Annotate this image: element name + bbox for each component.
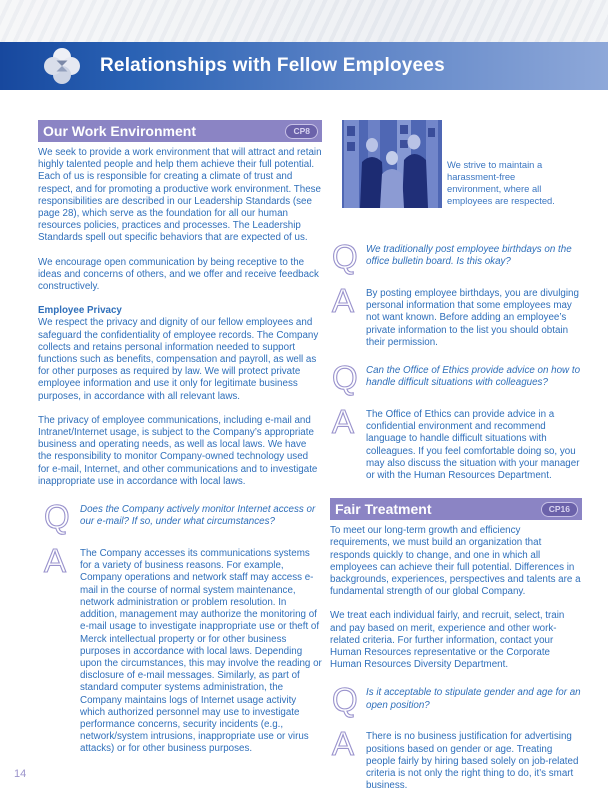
question-text: Is it acceptable to stipulate gender and age for an open position? [366, 687, 581, 711]
question-text: Does the Company actively monitor Internet access or our e-mail? If so, under what circumstances? [80, 504, 316, 528]
question-row [330, 238, 582, 275]
q-glyph: Q [332, 238, 358, 275]
section-title: Our Work Environment [43, 123, 196, 139]
answer-row [330, 282, 582, 349]
q-glyph: Q [332, 681, 358, 719]
answer-row [330, 725, 582, 792]
answer-text: There is no business justification for advertising positions based on gender or age. Treating people fairly by hiring based solely on job-related criteria is not only the right thing to do, it’s smart business. [366, 731, 579, 792]
answer-row [330, 403, 582, 482]
a-glyph: A [44, 542, 67, 580]
paragraph: We seek to provide a work environment that will attract and retain highly talented people and help them achieve their full potential. Each of us is responsible for creating a climate of trust and respect, and for promoting a productive work environment. These responsibilities are described in our Leadership Standards (see page 28), which serve as the foundation for all our human resources policies, practices and processes. The Leadership Standards spell out specific behaviors that are expected of us. [38, 147, 322, 244]
question-row [330, 359, 582, 397]
answer-text: The Company accesses its communications systems for a variety of business reasons. For example, Company operations and network staff may access e-mail in the course of normal system maintenance, network administration or problem resolution. In addition, management may authorize the monitoring of e-mail usage to investigate inappropriate use or theft of Merck intellectual property or for other business purposes in accordance with local laws. Depending upon the circumstances, this may involve the reading or disclosure of e-mail messages. Similarly, as part of standard computer systems administration, the Company maintains logs of Internet usage activity which authorized personnel may use to investigate performance concerns, security incidents (e.g., network/system intrusions, inappropriate use or virus attacks) or for other business purposes. [80, 548, 322, 755]
page-number: 14 [14, 768, 27, 780]
section-title: Fair Treatment [335, 501, 432, 518]
q-glyph: Q [44, 498, 70, 536]
question-row [38, 498, 322, 536]
section-header-fair-treatment [330, 498, 582, 520]
employee-privacy-heading: Employee Privacy [38, 305, 122, 317]
chapter-banner [0, 42, 608, 90]
a-glyph: A [332, 282, 355, 319]
cp-badge: CP8 [285, 124, 318, 139]
question-text: Can the Office of Ethics provide advice on how to handle difficult situations with colleagues? [366, 365, 581, 389]
left-column [38, 120, 322, 792]
a-glyph: A [332, 725, 355, 763]
a-glyph: A [332, 403, 355, 441]
question-row [330, 681, 582, 719]
answer-text: By posting employee birthdays, you are divulging personal information that some employees may not want known. Before adding an employee’s private information to the list you should obtain their permission. [366, 288, 579, 348]
paragraph: To meet our long-term growth and efficiency requirements, we must build an organization that responds quickly to change, and one in which all employees can achieve their full potential. Differences in backgrounds, experiences, perspectives and talents are a fundamental strength of our global Company. [330, 525, 581, 598]
paragraph: We respect the privacy and dignity of our fellow employees and safeguard the confidentiality of employee records. The Company collects and retains personal information needed to support functions such as benefits, compensation and payroll, as well as for other purposes as required by law. We will protect private employee information and use it only for legitimate business purposes, in accordance with all relevant laws. [38, 317, 319, 402]
paragraph: The privacy of employee communications, including e-mail and Intranet/Internet usage, is subject to the Company’s appropriate business and operating needs, as well as local laws. We have the responsibility to monitor Company-owned technology used for e-mail, Internet, and other communications and to investigate inappropriate use in accordance with local laws. [38, 414, 318, 487]
paragraph: We treat each individual fairly, and recruit, select, train and pay based on merit, experience and other work-related criteria. For further information, contact your Human Resources representative or the Corporate Human Resources Diversity Department. [330, 610, 565, 671]
q-glyph: Q [332, 359, 358, 397]
merck-logo-icon [42, 46, 82, 86]
page-top-texture [0, 0, 608, 42]
answer-row [38, 542, 322, 755]
paragraph: We encourage open communication by being receptive to the ideas and concerns of others, and we offer and receive feedback constructively. [38, 256, 319, 293]
right-column [330, 120, 582, 792]
section-header-our-work-environment [38, 120, 322, 142]
page-content [38, 120, 582, 792]
chapter-title: Relationships with Fellow Employees [100, 55, 445, 76]
employees-photo [342, 120, 442, 208]
cp-badge: CP16 [541, 502, 578, 517]
photo-caption: We strive to maintain a harassment-free environment, where all employees are respected. [447, 159, 555, 206]
question-text: We traditionally post employee birthdays on the office bulletin board. Is this okay? [366, 244, 572, 268]
answer-text: The Office of Ethics can provide advice in a confidential environment and recommend language to handle difficult situations with colleagues. If you feel comfortable doing so, you may also discuss the situation with your manager or with the Human Resources Department. [366, 409, 580, 482]
photo-block [342, 120, 582, 208]
